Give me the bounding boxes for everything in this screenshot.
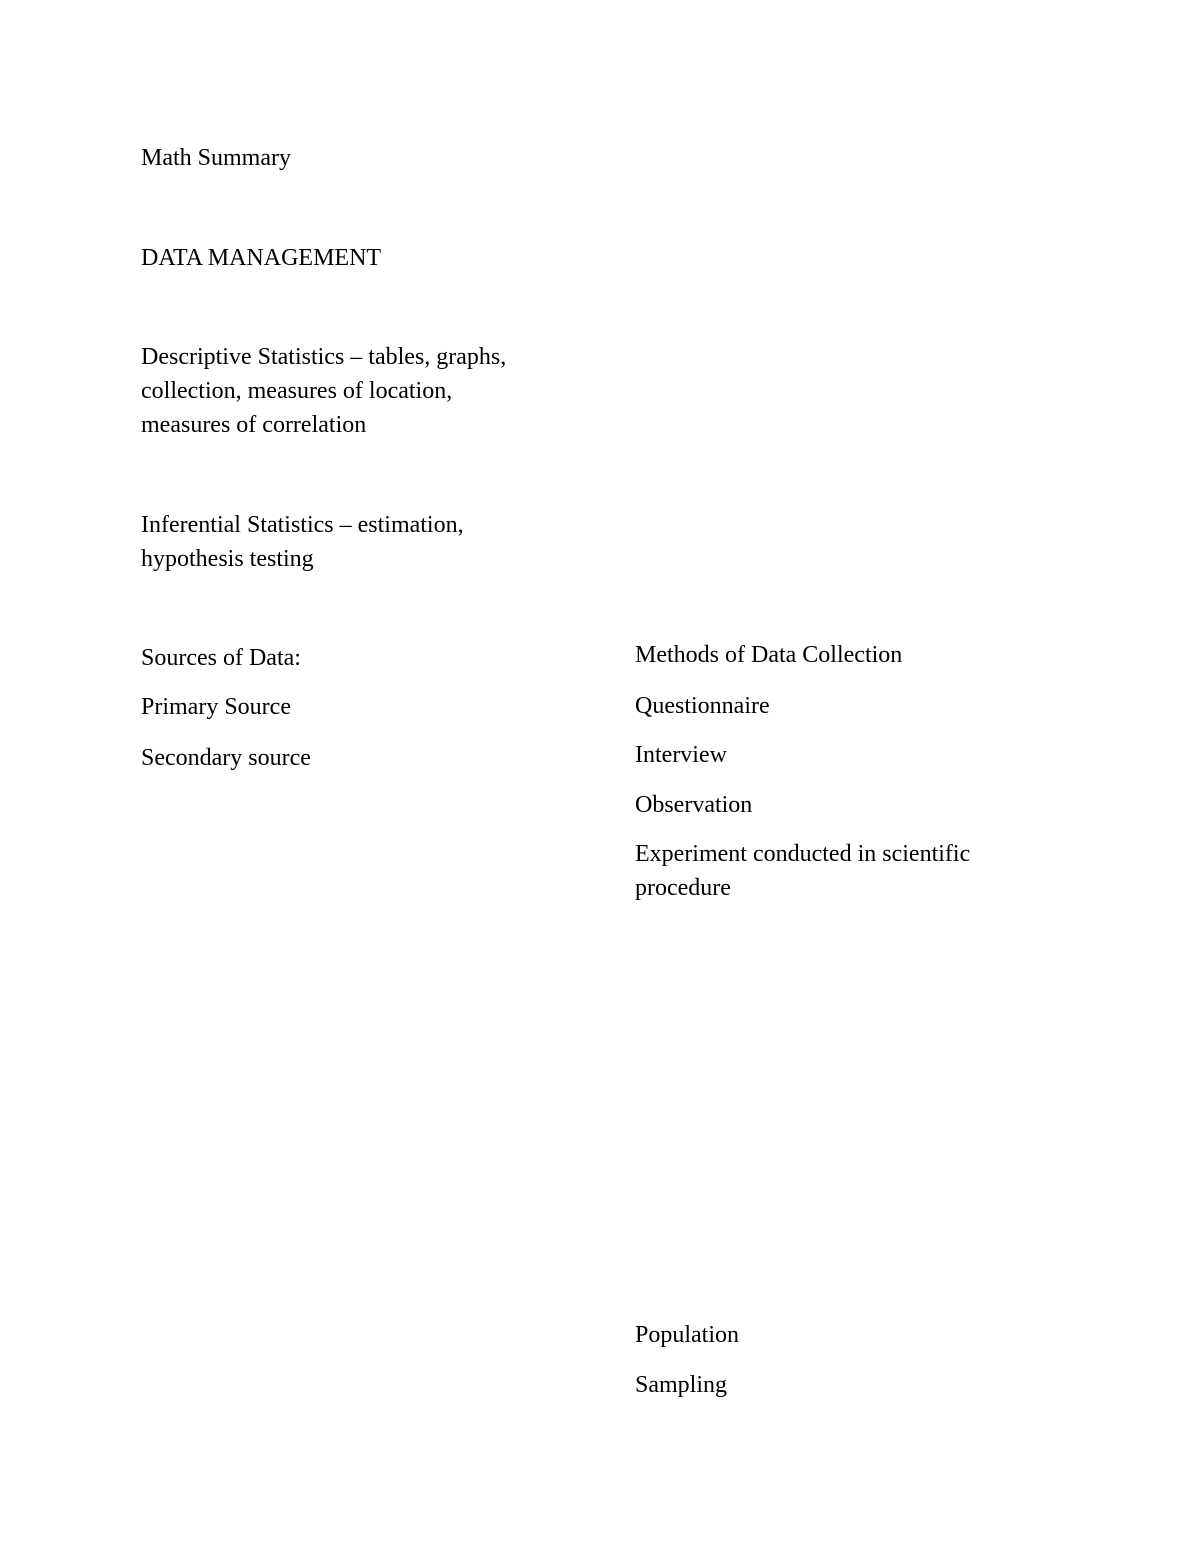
document-title: Math Summary [141,145,291,171]
section-heading: DATA MANAGEMENT [141,245,382,271]
methods-heading: Methods of Data Collection [635,642,903,668]
sources-heading: Sources of Data: [141,645,301,671]
inferential-line: hypothesis testing [141,546,314,572]
descriptive-line: Descriptive Statistics – tables, graphs, [141,344,507,370]
experiment-line: procedure [635,875,731,901]
experiment-line: Experiment conducted in scientific [635,841,971,867]
method-item-experiment [635,837,970,905]
inferential-line: Inferential Statistics – estimation, [141,512,464,538]
descriptive-line: collection, measures of location, [141,378,453,404]
inferential-statistics-paragraph [141,508,464,576]
method-item-interview: Interview [635,742,727,768]
method-item-observation: Observation [635,792,753,818]
sampling-label: Sampling [635,1372,728,1398]
source-item-secondary: Secondary source [141,745,311,771]
descriptive-statistics-paragraph [141,340,506,442]
method-item-questionnaire: Questionnaire [635,693,770,719]
population-label: Population [635,1322,740,1348]
descriptive-line: measures of correlation [141,412,367,438]
source-item-primary: Primary Source [141,694,291,720]
